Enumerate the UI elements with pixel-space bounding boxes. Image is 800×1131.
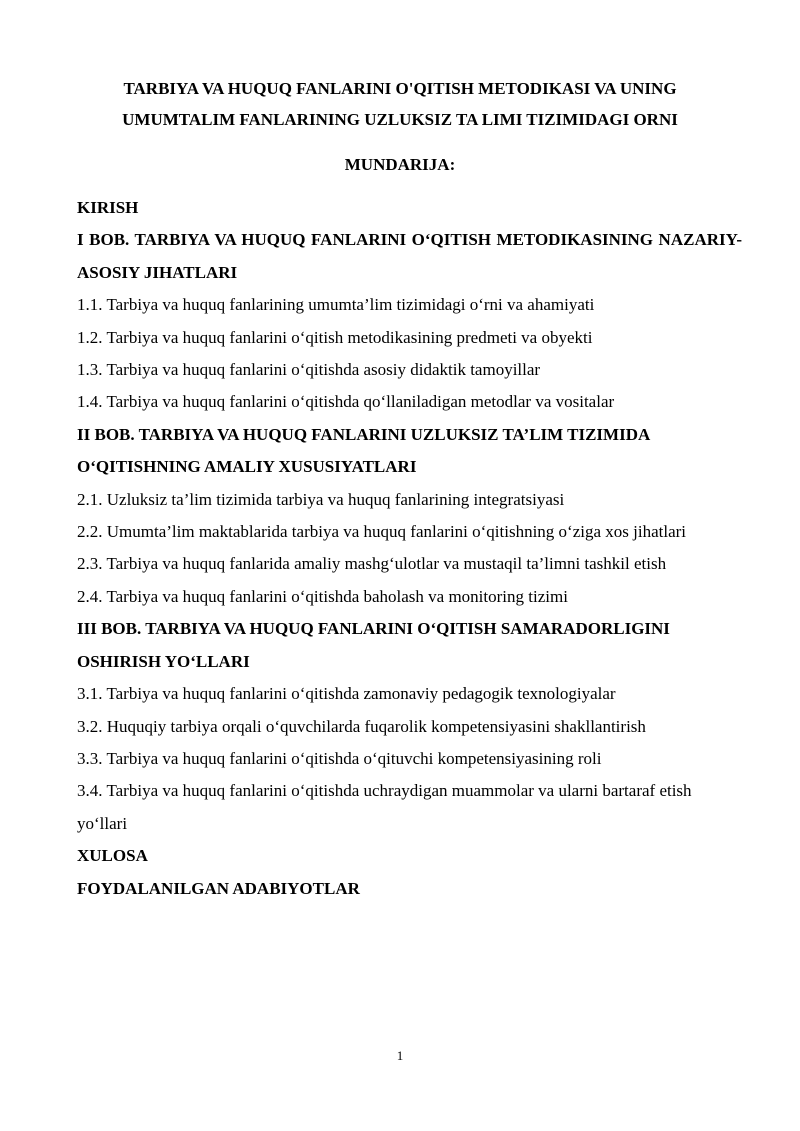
- toc-heading: MUNDARIJA:: [344, 155, 456, 174]
- document-title-line-2: UMUMTALIM FANLARINING UZLUKSIZ TA LIMI TIZIMIDAGI ORNI: [122, 110, 678, 129]
- page-number: 1: [396, 1048, 404, 1063]
- document-title: [60, 73, 740, 135]
- toc-conclusion: XULOSA: [77, 846, 148, 866]
- toc-chapter-3-title: III BOB. TARBIYA VA HUQUQ FANLARINI O‘QITISH SAMARADORLIGINI OSHIRISH YO‘LLARI: [77, 619, 670, 671]
- toc-section-1-4: 1.4. Tarbiya va huquq fanlarini o‘qitishda qo‘llaniladigan metodlar va vositalar: [77, 392, 615, 412]
- toc-section-1-2: 1.2. Tarbiya va huquq fanlarini o‘qitish metodikasining predmeti va obyekti: [77, 327, 593, 347]
- toc-section-2-2: 2.2. Umumta’lim maktablarida tarbiya va huquq fanlarini o‘qitishning o‘ziga xos jihatlari: [77, 522, 687, 542]
- toc-section-2-3: 2.3. Tarbiya va huquq fanlarida amaliy mashg‘ulotlar va mustaqil ta’limni tashkil etish: [77, 554, 667, 574]
- table-of-contents: [77, 192, 742, 905]
- toc-section-1-3: 1.3. Tarbiya va huquq fanlarini o‘qitishda asosiy didaktik tamoyillar: [77, 360, 541, 380]
- toc-chapter-1-title: I BOB. TARBIYA VA HUQUQ FANLARINI O‘QITISH METODIKASINING NAZARIY-ASOSIY JIHATLARI: [77, 230, 742, 282]
- toc-section-2-4: 2.4. Tarbiya va huquq fanlarini o‘qitishda baholash va monitoring tizimi: [77, 586, 568, 606]
- toc-section-3-3: 3.3. Tarbiya va huquq fanlarini o‘qitishda o‘qituvchi kompetensiyasining roli: [77, 748, 602, 768]
- toc-introduction: KIRISH: [77, 198, 139, 217]
- toc-chapter-2-title: II BOB. TARBIYA VA HUQUQ FANLARINI UZLUKSIZ TA’LIM TIZIMIDA O‘QITISHNING AMALIY XUSUSIYATLARI: [77, 424, 650, 477]
- toc-section-1-1: 1.1. Tarbiya va huquq fanlarining umumta’lim tizimidagi o‘rni va ahamiyati: [77, 295, 595, 315]
- document-title-line-1: TARBIYA VA HUQUQ FANLARINI O'QITISH METODIKASI VA UNING: [123, 79, 677, 98]
- toc-section-3-2: 3.2. Huquqiy tarbiya orqali o‘quvchilarda fuqarolik kompetensiyasini shakllantirish: [77, 716, 646, 736]
- toc-section-3-4: 3.4. Tarbiya va huquq fanlarini o‘qitishda uchraydigan muammolar va ularni bartaraf etish yo‘llari: [77, 781, 692, 833]
- toc-references: FOYDALANILGAN ADABIYOTLAR: [77, 878, 360, 898]
- toc-section-2-1: 2.1. Uzluksiz ta’lim tizimida tarbiya va huquq fanlarining integratsiyasi: [77, 489, 565, 509]
- toc-section-3-1: 3.1. Tarbiya va huquq fanlarini o‘qitishda zamonaviy pedagogik texnologiyalar: [77, 684, 616, 704]
